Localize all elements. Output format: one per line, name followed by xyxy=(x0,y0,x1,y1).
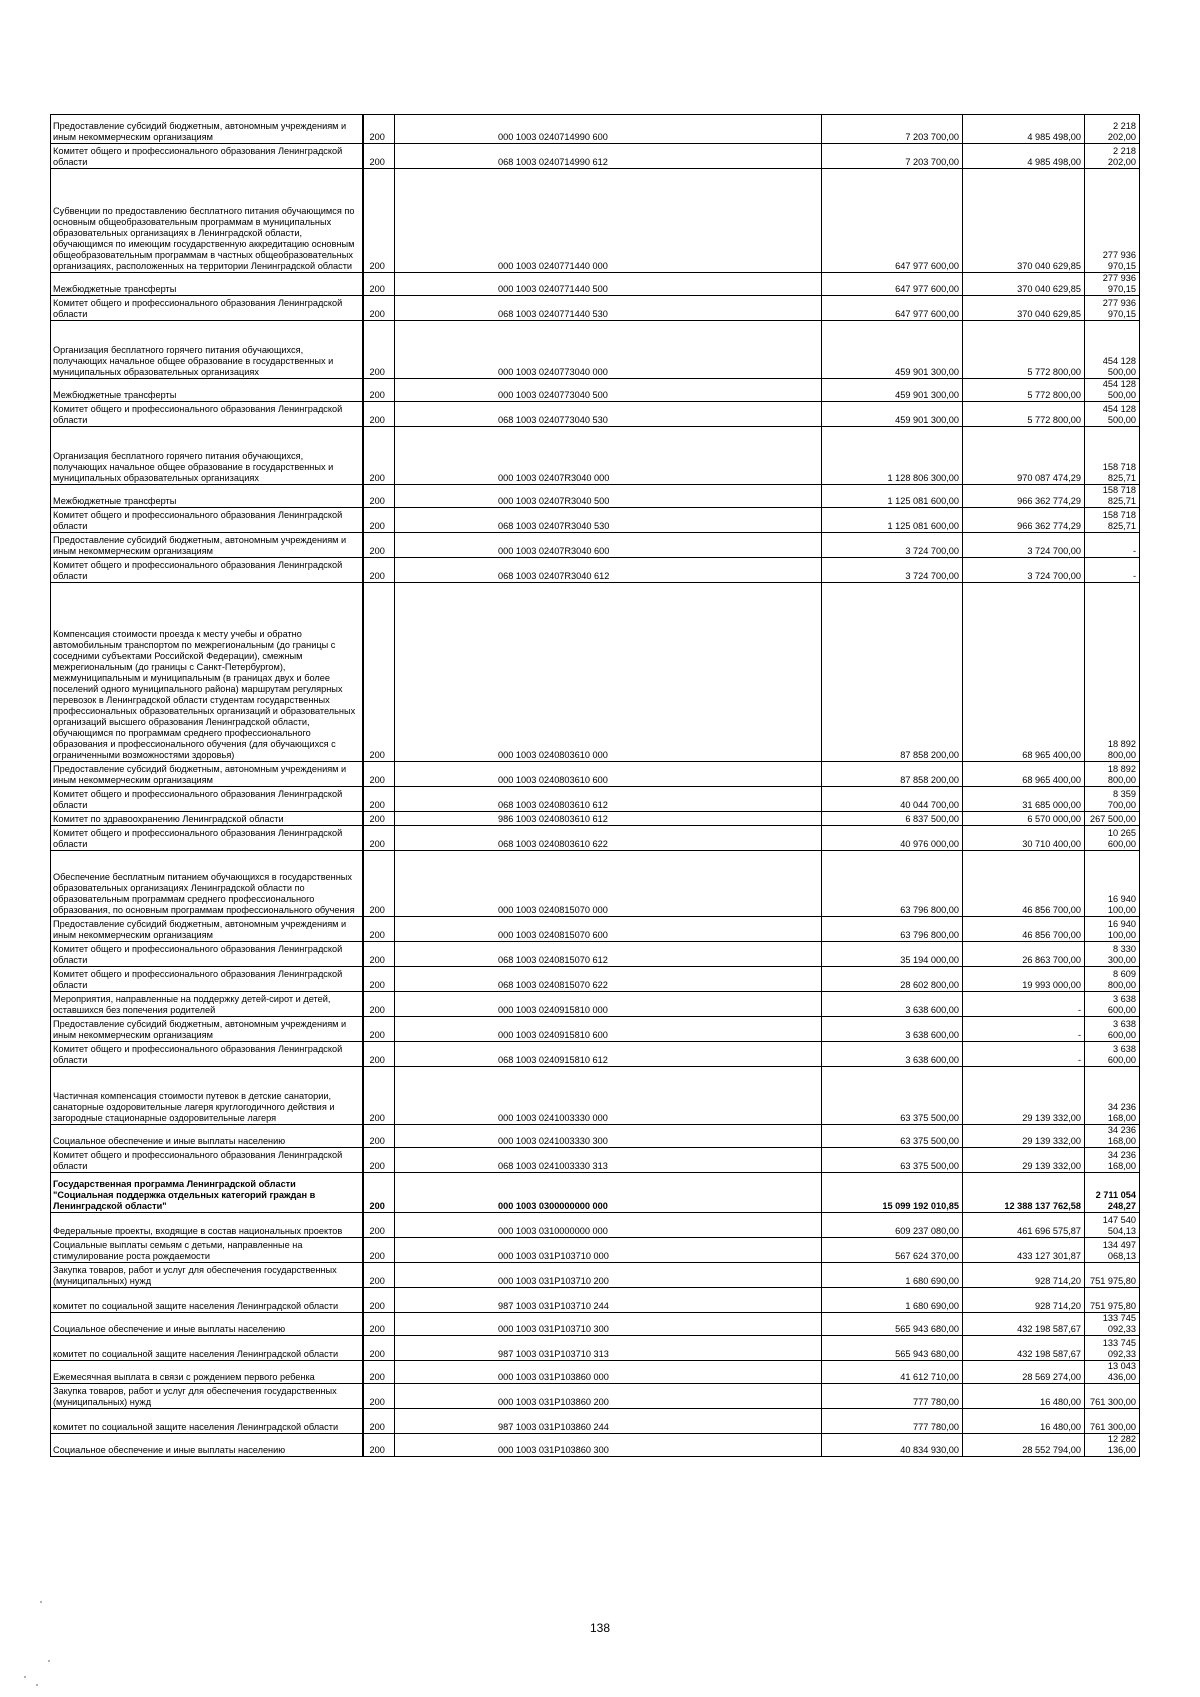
row-executed-value-cell: 6 570 000,00 xyxy=(963,812,1085,826)
row-approved-value-cell: 1 125 081 600,00 xyxy=(822,485,963,508)
row-code-cell: 200 xyxy=(363,144,395,169)
row-code-cell: 200 xyxy=(363,583,395,762)
row-remaining-value-cell: 751 975,80 xyxy=(1085,1263,1140,1288)
table-row xyxy=(51,1434,1140,1457)
row-remaining-value-cell: 454 128 500,00 xyxy=(1085,321,1140,379)
row-executed-value-cell: 12 388 137 762,58 xyxy=(963,1173,1085,1213)
row-kbk-cell: 000 1003 0240771440 000 xyxy=(395,169,822,273)
row-code-cell: 200 xyxy=(363,485,395,508)
row-kbk-cell: 000 1003 0240815070 600 xyxy=(395,917,822,942)
row-name-cell: Комитет общего и профессионального образования Ленинградской области xyxy=(51,787,363,812)
row-code-cell: 200 xyxy=(363,967,395,992)
row-code-cell: 200 xyxy=(363,1125,395,1148)
row-name-cell: Комитет общего и профессионального образования Ленинградской области xyxy=(51,558,363,583)
row-code-cell: 200 xyxy=(363,296,395,321)
row-approved-value-cell: 3 724 700,00 xyxy=(822,558,963,583)
table-row xyxy=(51,485,1140,508)
row-remaining-value-cell: 10 265 600,00 xyxy=(1085,826,1140,851)
row-kbk-cell: 068 1003 0241003330 313 xyxy=(395,1148,822,1173)
row-kbk-cell: 068 1003 0240771440 530 xyxy=(395,296,822,321)
table-row xyxy=(51,762,1140,787)
row-remaining-value-cell: 158 718 825,71 xyxy=(1085,427,1140,485)
row-code-cell: 200 xyxy=(363,812,395,826)
row-remaining-value-cell: 16 940 100,00 xyxy=(1085,917,1140,942)
row-remaining-value-cell: 16 940 100,00 xyxy=(1085,851,1140,917)
row-approved-value-cell: 7 203 700,00 xyxy=(822,115,963,144)
row-name-cell: комитет по социальной защите населения Ленинградской области xyxy=(51,1336,363,1361)
row-name-cell: Предоставление субсидий бюджетным, автономным учреждениям и иным некоммерческим организациям xyxy=(51,115,363,144)
row-kbk-cell: 000 1003 0241003330 000 xyxy=(395,1067,822,1125)
row-executed-value-cell: 68 965 400,00 xyxy=(963,762,1085,787)
table-row xyxy=(51,533,1140,558)
row-executed-value-cell: 30 710 400,00 xyxy=(963,826,1085,851)
row-kbk-cell: 000 1003 0240803610 600 xyxy=(395,762,822,787)
row-remaining-value-cell: 3 638 600,00 xyxy=(1085,992,1140,1017)
row-approved-value-cell: 459 901 300,00 xyxy=(822,321,963,379)
row-executed-value-cell: 46 856 700,00 xyxy=(963,851,1085,917)
row-name-cell: Комитет общего и профессионального образования Ленинградской области xyxy=(51,296,363,321)
table-row xyxy=(51,1361,1140,1384)
row-remaining-value-cell: 277 936 970,15 xyxy=(1085,273,1140,296)
row-approved-value-cell: 459 901 300,00 xyxy=(822,402,963,427)
row-name-cell: Комитет по здравоохранению Ленинградской области xyxy=(51,812,363,826)
row-kbk-cell: 000 1003 031P103710 300 xyxy=(395,1313,822,1336)
row-kbk-cell: 000 1003 0240815070 000 xyxy=(395,851,822,917)
row-executed-value-cell: 19 993 000,00 xyxy=(963,967,1085,992)
row-name-cell: Комитет общего и профессионального образования Ленинградской области xyxy=(51,144,363,169)
row-kbk-cell: 000 1003 0240714990 600 xyxy=(395,115,822,144)
row-remaining-value-cell: 454 128 500,00 xyxy=(1085,402,1140,427)
row-name-cell: Межбюджетные трансферты xyxy=(51,379,363,402)
table-row xyxy=(51,1238,1140,1263)
table-row xyxy=(51,917,1140,942)
row-code-cell: 200 xyxy=(363,379,395,402)
row-executed-value-cell: 29 139 332,00 xyxy=(963,1148,1085,1173)
row-name-cell: Комитет общего и профессионального образования Ленинградской области xyxy=(51,826,363,851)
row-kbk-cell: 000 1003 0240773040 500 xyxy=(395,379,822,402)
table-row xyxy=(51,115,1140,144)
row-remaining-value-cell: 3 638 600,00 xyxy=(1085,1017,1140,1042)
row-approved-value-cell: 3 638 600,00 xyxy=(822,1042,963,1067)
table-row xyxy=(51,508,1140,533)
row-code-cell: 200 xyxy=(363,826,395,851)
row-kbk-cell: 068 1003 0240714990 612 xyxy=(395,144,822,169)
row-remaining-value-cell: 761 300,00 xyxy=(1085,1409,1140,1434)
table-row xyxy=(51,851,1140,917)
row-executed-value-cell: 29 139 332,00 xyxy=(963,1067,1085,1125)
row-code-cell: 200 xyxy=(363,1434,395,1457)
row-executed-value-cell: 16 480,00 xyxy=(963,1384,1085,1409)
row-kbk-cell: 000 1003 031P103860 300 xyxy=(395,1434,822,1457)
row-name-cell: Предоставление субсидий бюджетным, автономным учреждениям и иным некоммерческим организациям xyxy=(51,762,363,787)
row-name-cell: Комитет общего и профессионального образования Ленинградской области xyxy=(51,1042,363,1067)
table-row xyxy=(51,169,1140,273)
row-kbk-cell: 000 1003 0240915810 000 xyxy=(395,992,822,1017)
row-name-cell: Межбюджетные трансферты xyxy=(51,485,363,508)
row-remaining-value-cell: 267 500,00 xyxy=(1085,812,1140,826)
table-row xyxy=(51,1336,1140,1361)
page-number: 138 xyxy=(589,1621,611,1635)
row-code-cell: 200 xyxy=(363,169,395,273)
row-kbk-cell: 000 1003 02407R3040 500 xyxy=(395,485,822,508)
row-kbk-cell: 987 1003 031P103860 244 xyxy=(395,1409,822,1434)
row-kbk-cell: 000 1003 02407R3040 600 xyxy=(395,533,822,558)
row-approved-value-cell: 647 977 600,00 xyxy=(822,273,963,296)
row-remaining-value-cell: 34 236 168,00 xyxy=(1085,1067,1140,1125)
row-executed-value-cell: 928 714,20 xyxy=(963,1263,1085,1288)
row-approved-value-cell: 41 612 710,00 xyxy=(822,1361,963,1384)
row-executed-value-cell: 432 198 587,67 xyxy=(963,1336,1085,1361)
row-executed-value-cell: 928 714,20 xyxy=(963,1288,1085,1313)
table-row xyxy=(51,273,1140,296)
row-executed-value-cell: 5 772 800,00 xyxy=(963,402,1085,427)
row-approved-value-cell: 3 638 600,00 xyxy=(822,992,963,1017)
table-row xyxy=(51,942,1140,967)
row-kbk-cell: 000 1003 031P103710 200 xyxy=(395,1263,822,1288)
table-row xyxy=(51,1263,1140,1288)
row-remaining-value-cell: 147 540 504,13 xyxy=(1085,1213,1140,1238)
row-name-cell: Межбюджетные трансферты xyxy=(51,273,363,296)
row-kbk-cell: 000 1003 0240771440 500 xyxy=(395,273,822,296)
row-executed-value-cell: 970 087 474,29 xyxy=(963,427,1085,485)
row-name-cell: Предоставление субсидий бюджетным, автономным учреждениям и иным некоммерческим организациям xyxy=(51,533,363,558)
row-executed-value-cell: 3 724 700,00 xyxy=(963,558,1085,583)
table-row xyxy=(51,787,1140,812)
row-code-cell: 200 xyxy=(363,427,395,485)
row-code-cell: 200 xyxy=(363,762,395,787)
row-executed-value-cell: 68 965 400,00 xyxy=(963,583,1085,762)
row-approved-value-cell: 1 125 081 600,00 xyxy=(822,508,963,533)
table-row xyxy=(51,379,1140,402)
row-executed-value-cell: 5 772 800,00 xyxy=(963,379,1085,402)
row-name-cell: Субвенции по предоставлению бесплатного питания обучающимся по основным общеобразовательным программам в муниципальных образовательных организациях в Ленинградской области, обучающимся по имеющим государственную аккредитацию основным общеобразовательным программам в частных общеобразовательных организациях, расположенных на территории Ленинградской области xyxy=(51,169,363,273)
row-executed-value-cell: 4 985 498,00 xyxy=(963,144,1085,169)
row-code-cell: 200 xyxy=(363,1148,395,1173)
row-approved-value-cell: 609 237 080,00 xyxy=(822,1213,963,1238)
row-kbk-cell: 000 1003 031P103710 000 xyxy=(395,1238,822,1263)
row-kbk-cell: 000 1003 0240803610 000 xyxy=(395,583,822,762)
row-kbk-cell: 000 1003 0310000000 000 xyxy=(395,1213,822,1238)
row-executed-value-cell: 28 569 274,00 xyxy=(963,1361,1085,1384)
row-code-cell: 200 xyxy=(363,1336,395,1361)
row-name-cell: Социальное обеспечение и иные выплаты населению xyxy=(51,1125,363,1148)
row-approved-value-cell: 647 977 600,00 xyxy=(822,169,963,273)
row-approved-value-cell: 63 375 500,00 xyxy=(822,1125,963,1148)
row-code-cell: 200 xyxy=(363,115,395,144)
row-executed-value-cell: 461 696 575,87 xyxy=(963,1213,1085,1238)
row-approved-value-cell: 459 901 300,00 xyxy=(822,379,963,402)
row-code-cell: 200 xyxy=(363,558,395,583)
row-approved-value-cell: 3 724 700,00 xyxy=(822,533,963,558)
row-name-cell: Частичная компенсация стоимости путевок в детские санатории, санаторные оздоровительные лагеря круглогодичного действия и загородные стационарные оздоровительные лагеря xyxy=(51,1067,363,1125)
row-remaining-value-cell: 34 236 168,00 xyxy=(1085,1125,1140,1148)
row-code-cell: 200 xyxy=(363,1017,395,1042)
row-approved-value-cell: 1 680 690,00 xyxy=(822,1288,963,1313)
row-executed-value-cell: 28 552 794,00 xyxy=(963,1434,1085,1457)
row-executed-value-cell: 5 772 800,00 xyxy=(963,321,1085,379)
scan-speck xyxy=(48,1660,50,1662)
row-executed-value-cell: 370 040 629,85 xyxy=(963,169,1085,273)
row-remaining-value-cell: 133 745 092,33 xyxy=(1085,1313,1140,1336)
row-approved-value-cell: 6 837 500,00 xyxy=(822,812,963,826)
row-executed-value-cell: 29 139 332,00 xyxy=(963,1125,1085,1148)
row-name-cell: Комитет общего и профессионального образования Ленинградской области xyxy=(51,402,363,427)
row-name-cell: Социальное обеспечение и иные выплаты населению xyxy=(51,1313,363,1336)
row-remaining-value-cell: 8 609 800,00 xyxy=(1085,967,1140,992)
scan-speck xyxy=(36,1684,38,1686)
row-code-cell: 200 xyxy=(363,1384,395,1409)
table-row xyxy=(51,1409,1140,1434)
row-remaining-value-cell: 3 638 600,00 xyxy=(1085,1042,1140,1067)
table-row xyxy=(51,296,1140,321)
row-remaining-value-cell: 277 936 970,15 xyxy=(1085,296,1140,321)
row-approved-value-cell: 647 977 600,00 xyxy=(822,296,963,321)
row-code-cell: 200 xyxy=(363,992,395,1017)
scan-speck xyxy=(40,1601,42,1603)
row-executed-value-cell: 16 480,00 xyxy=(963,1409,1085,1434)
row-remaining-value-cell: 134 497 068,13 xyxy=(1085,1238,1140,1263)
row-approved-value-cell: 3 638 600,00 xyxy=(822,1017,963,1042)
row-kbk-cell: 068 1003 02407R3040 612 xyxy=(395,558,822,583)
row-approved-value-cell: 28 602 800,00 xyxy=(822,967,963,992)
row-kbk-cell: 000 1003 02407R3040 000 xyxy=(395,427,822,485)
row-executed-value-cell: 4 985 498,00 xyxy=(963,115,1085,144)
row-remaining-value-cell: 158 718 825,71 xyxy=(1085,508,1140,533)
row-kbk-cell: 068 1003 0240915810 612 xyxy=(395,1042,822,1067)
row-remaining-value-cell: 18 892 800,00 xyxy=(1085,762,1140,787)
budget-table xyxy=(50,114,1140,1457)
row-name-cell: Комитет общего и профессионального образования Ленинградской области xyxy=(51,942,363,967)
row-executed-value-cell: 3 724 700,00 xyxy=(963,533,1085,558)
row-code-cell: 200 xyxy=(363,1213,395,1238)
row-kbk-cell: 000 1003 0241003330 300 xyxy=(395,1125,822,1148)
row-name-cell: Мероприятия, направленные на поддержку детей-сирот и детей, оставшихся без попечения родителей xyxy=(51,992,363,1017)
row-name-cell: комитет по социальной защите населения Ленинградской области xyxy=(51,1409,363,1434)
row-name-cell: комитет по социальной защите населения Ленинградской области xyxy=(51,1288,363,1313)
row-executed-value-cell: - xyxy=(963,992,1085,1017)
row-approved-value-cell: 565 943 680,00 xyxy=(822,1336,963,1361)
row-approved-value-cell: 1 680 690,00 xyxy=(822,1263,963,1288)
row-code-cell: 200 xyxy=(363,1067,395,1125)
table-row xyxy=(51,144,1140,169)
row-name-cell: Закупка товаров, работ и услуг для обеспечения государственных (муниципальных) нужд xyxy=(51,1384,363,1409)
row-code-cell: 200 xyxy=(363,402,395,427)
row-approved-value-cell: 87 858 200,00 xyxy=(822,583,963,762)
row-kbk-cell: 000 1003 0300000000 000 xyxy=(395,1173,822,1213)
row-remaining-value-cell: 13 043 436,00 xyxy=(1085,1361,1140,1384)
row-remaining-value-cell: 761 300,00 xyxy=(1085,1384,1140,1409)
row-kbk-cell: 068 1003 0240773040 530 xyxy=(395,402,822,427)
row-remaining-value-cell: 12 282 136,00 xyxy=(1085,1434,1140,1457)
row-name-cell: Комитет общего и профессионального образования Ленинградской области xyxy=(51,508,363,533)
table-row xyxy=(51,1384,1140,1409)
row-approved-value-cell: 63 375 500,00 xyxy=(822,1148,963,1173)
row-remaining-value-cell: 2 218 202,00 xyxy=(1085,144,1140,169)
row-approved-value-cell: 63 375 500,00 xyxy=(822,1067,963,1125)
row-executed-value-cell: - xyxy=(963,1017,1085,1042)
row-name-cell: Федеральные проекты, входящие в состав национальных проектов xyxy=(51,1213,363,1238)
row-approved-value-cell: 777 780,00 xyxy=(822,1384,963,1409)
row-executed-value-cell: 46 856 700,00 xyxy=(963,917,1085,942)
table-row xyxy=(51,427,1140,485)
row-executed-value-cell: 966 362 774,29 xyxy=(963,485,1085,508)
table-row xyxy=(51,1125,1140,1148)
row-name-cell: Организация бесплатного горячего питания обучающихся, получающих начальное общее образование в государственных и муниципальных образовательных организациях xyxy=(51,321,363,379)
row-kbk-cell: 000 1003 031P103860 000 xyxy=(395,1361,822,1384)
table-row xyxy=(51,826,1140,851)
row-name-cell: Предоставление субсидий бюджетным, автономным учреждениям и иным некоммерческим организациям xyxy=(51,1017,363,1042)
row-approved-value-cell: 1 128 806 300,00 xyxy=(822,427,963,485)
row-approved-value-cell: 63 796 800,00 xyxy=(822,917,963,942)
table-row xyxy=(51,1288,1140,1313)
row-name-cell: Комитет общего и профессионального образования Ленинградской области xyxy=(51,1148,363,1173)
table-row xyxy=(51,402,1140,427)
table-row xyxy=(51,583,1140,762)
row-code-cell: 200 xyxy=(363,1173,395,1213)
row-kbk-cell: 987 1003 031P103710 244 xyxy=(395,1288,822,1313)
row-name-cell: Ежемесячная выплата в связи с рождением первого ребенка xyxy=(51,1361,363,1384)
row-code-cell: 200 xyxy=(363,533,395,558)
table-row xyxy=(51,1313,1140,1336)
table-row xyxy=(51,1017,1140,1042)
row-kbk-cell: 068 1003 02407R3040 530 xyxy=(395,508,822,533)
row-approved-value-cell: 35 194 000,00 xyxy=(822,942,963,967)
row-name-cell: Социальное обеспечение и иные выплаты населению xyxy=(51,1434,363,1457)
row-approved-value-cell: 565 943 680,00 xyxy=(822,1313,963,1336)
row-name-cell: Организация бесплатного горячего питания обучающихся, получающих начальное общее образование в государственных и муниципальных образовательных организациях xyxy=(51,427,363,485)
row-executed-value-cell: 26 863 700,00 xyxy=(963,942,1085,967)
scan-speck xyxy=(24,1676,26,1678)
table-row xyxy=(51,812,1140,826)
row-code-cell: 200 xyxy=(363,508,395,533)
row-code-cell: 200 xyxy=(363,1288,395,1313)
row-kbk-cell: 068 1003 0240803610 612 xyxy=(395,787,822,812)
table-row xyxy=(51,1067,1140,1125)
row-approved-value-cell: 15 099 192 010,85 xyxy=(822,1173,963,1213)
table-row xyxy=(51,1173,1140,1213)
row-code-cell: 200 xyxy=(363,942,395,967)
row-name-cell: Закупка товаров, работ и услуг для обеспечения государственных (муниципальных) нужд xyxy=(51,1263,363,1288)
row-executed-value-cell: 433 127 301,87 xyxy=(963,1238,1085,1263)
row-remaining-value-cell: 454 128 500,00 xyxy=(1085,379,1140,402)
row-name-cell: Комитет общего и профессионального образования Ленинградской области xyxy=(51,967,363,992)
row-approved-value-cell: 567 624 370,00 xyxy=(822,1238,963,1263)
row-code-cell: 200 xyxy=(363,851,395,917)
row-remaining-value-cell: 751 975,80 xyxy=(1085,1288,1140,1313)
row-executed-value-cell: 370 040 629,85 xyxy=(963,296,1085,321)
row-executed-value-cell: 370 040 629,85 xyxy=(963,273,1085,296)
row-kbk-cell: 000 1003 031P103860 200 xyxy=(395,1384,822,1409)
row-code-cell: 200 xyxy=(363,1313,395,1336)
row-kbk-cell: 068 1003 0240815070 622 xyxy=(395,967,822,992)
row-name-cell: Социальные выплаты семьям с детьми, направленные на стимулирование роста рождаемости xyxy=(51,1238,363,1263)
row-executed-value-cell: 31 685 000,00 xyxy=(963,787,1085,812)
row-code-cell: 200 xyxy=(363,1263,395,1288)
table-row xyxy=(51,1213,1140,1238)
row-approved-value-cell: 777 780,00 xyxy=(822,1409,963,1434)
row-kbk-cell: 987 1003 031P103710 313 xyxy=(395,1336,822,1361)
row-code-cell: 200 xyxy=(363,321,395,379)
row-code-cell: 200 xyxy=(363,1042,395,1067)
row-name-cell: Государственная программа Ленинградской области "Социальная поддержка отдельных категорий граждан в Ленинградской области" xyxy=(51,1173,363,1213)
row-kbk-cell: 068 1003 0240815070 612 xyxy=(395,942,822,967)
row-remaining-value-cell: - xyxy=(1085,558,1140,583)
table-row xyxy=(51,1148,1140,1173)
row-remaining-value-cell: 133 745 092,33 xyxy=(1085,1336,1140,1361)
row-kbk-cell: 000 1003 0240915810 600 xyxy=(395,1017,822,1042)
row-code-cell: 200 xyxy=(363,917,395,942)
row-code-cell: 200 xyxy=(363,1409,395,1434)
row-code-cell: 200 xyxy=(363,1238,395,1263)
row-executed-value-cell: 966 362 774,29 xyxy=(963,508,1085,533)
table-row xyxy=(51,1042,1140,1067)
row-name-cell: Обеспечение бесплатным питанием обучающихся в государственных образовательных организациях Ленинградской области по образовательным программам среднего профессионального образования, по основным программам профессионального обучения xyxy=(51,851,363,917)
table-row xyxy=(51,321,1140,379)
row-approved-value-cell: 40 976 000,00 xyxy=(822,826,963,851)
row-remaining-value-cell: 158 718 825,71 xyxy=(1085,485,1140,508)
row-approved-value-cell: 63 796 800,00 xyxy=(822,851,963,917)
row-executed-value-cell: 432 198 587,67 xyxy=(963,1313,1085,1336)
row-remaining-value-cell: 8 330 300,00 xyxy=(1085,942,1140,967)
row-remaining-value-cell: 2 711 054 248,27 xyxy=(1085,1173,1140,1213)
row-name-cell: Компенсация стоимости проезда к месту учебы и обратно автомобильным транспортом по межрегиональным (до границы с соседними субъектами Российской Федерации), смежным межрегиональным (до границы с Санкт-Петербургом), межмуниципальным и муниципальным (в границах двух и более поселений одного муниципального района) маршрутам регулярных перевозок в Ленинградской области студентам государственных профессиональных образовательных организаций и образовательных организаций высшего образования Ленинградской области, обучающимся по программам среднего профессионального образования и профессионального обучения (для обучающихся с ограниченными возможностями здоровья) xyxy=(51,583,363,762)
row-executed-value-cell: - xyxy=(963,1042,1085,1067)
row-remaining-value-cell: 34 236 168,00 xyxy=(1085,1148,1140,1173)
row-remaining-value-cell: 18 892 800,00 xyxy=(1085,583,1140,762)
table-row xyxy=(51,558,1140,583)
row-approved-value-cell: 40 044 700,00 xyxy=(822,787,963,812)
row-approved-value-cell: 40 834 930,00 xyxy=(822,1434,963,1457)
row-approved-value-cell: 7 203 700,00 xyxy=(822,144,963,169)
row-kbk-cell: 986 1003 0240803610 612 xyxy=(395,812,822,826)
row-remaining-value-cell: 277 936 970,15 xyxy=(1085,169,1140,273)
row-code-cell: 200 xyxy=(363,273,395,296)
row-code-cell: 200 xyxy=(363,787,395,812)
row-approved-value-cell: 87 858 200,00 xyxy=(822,762,963,787)
row-code-cell: 200 xyxy=(363,1361,395,1384)
row-kbk-cell: 068 1003 0240803610 622 xyxy=(395,826,822,851)
row-remaining-value-cell: - xyxy=(1085,533,1140,558)
budget-table-body xyxy=(51,115,1140,1457)
table-row xyxy=(51,992,1140,1017)
row-remaining-value-cell: 2 218 202,00 xyxy=(1085,115,1140,144)
row-kbk-cell: 000 1003 0240773040 000 xyxy=(395,321,822,379)
row-remaining-value-cell: 8 359 700,00 xyxy=(1085,787,1140,812)
row-name-cell: Предоставление субсидий бюджетным, автономным учреждениям и иным некоммерческим организациям xyxy=(51,917,363,942)
table-row xyxy=(51,967,1140,992)
